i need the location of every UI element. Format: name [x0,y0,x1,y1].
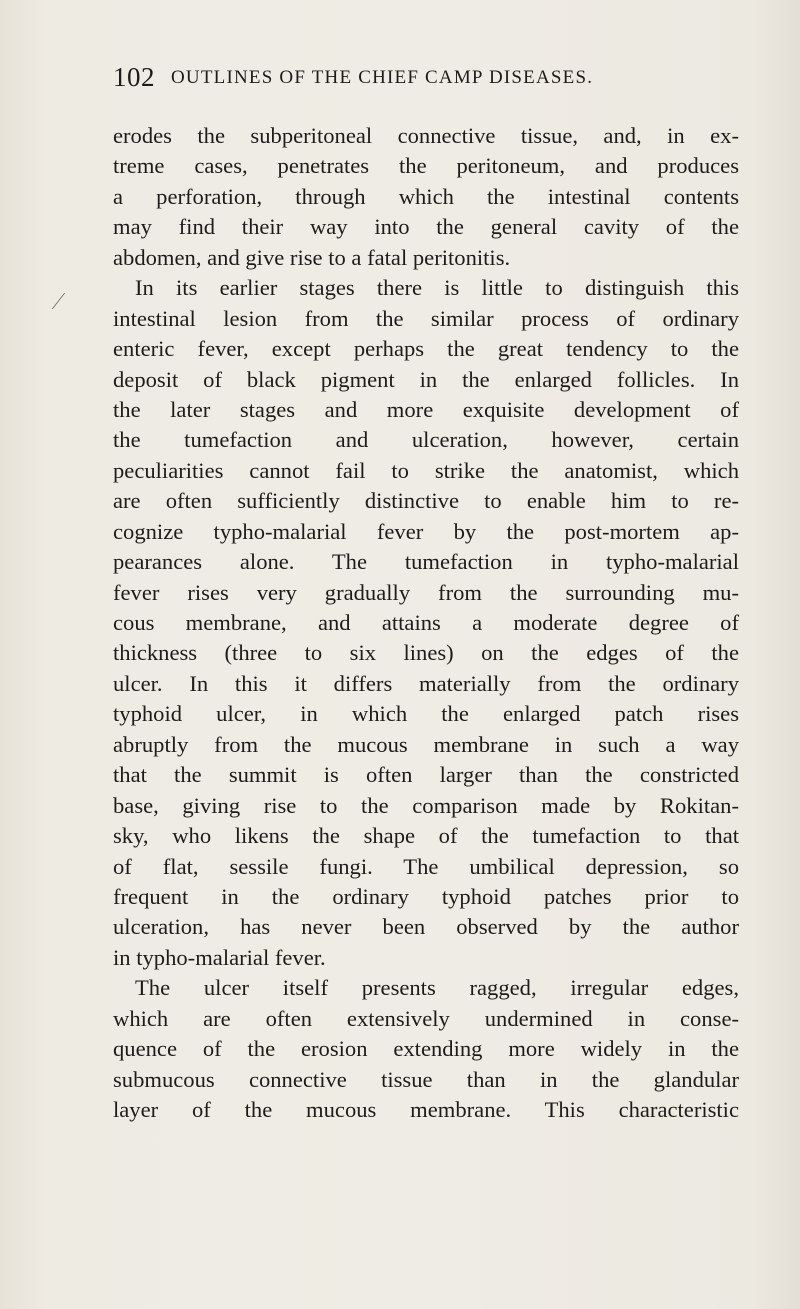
text-line: deposit of black pigment in the enlarged follicles. In [113,366,739,392]
text-line: In its earlier stages there is little to distinguish this [135,275,739,301]
text-line: ulceration, has never been observed by the author [113,914,739,940]
text-line: abdomen, and give rise to a fatal peritonitis. [113,244,511,270]
text-line: pearances alone. The tumefaction in typho-malarial [113,549,739,575]
body-text [113,121,739,1125]
text-line: The ulcer itself presents ragged, irregular edges, [135,975,739,1001]
text-line: may find their way into the general cavity of the [113,214,739,240]
text-line: which are often extensively undermined in conse- [113,1005,739,1031]
text-line: sky, who likens the shape of the tumefaction to that [113,823,739,849]
text-line: of flat, sessile fungi. The umbilical depression, so [113,853,739,879]
text-line: quence of the erosion extending more widely in the [113,1036,739,1062]
text-line: abruptly from the mucous membrane in such a way [113,731,739,757]
text-line: intestinal lesion from the similar process of ordinary [113,305,739,331]
text-line: layer of the mucous membrane. This characteristic [113,1097,739,1122]
text-line: fever rises very gradually from the surrounding mu- [113,579,739,605]
text-line: thickness (three to six lines) on the edges of the [113,640,739,666]
text-line: submucous connective tissue than in the glandular [113,1066,739,1092]
text-line: base, giving rise to the comparison made by Rokitan- [113,792,739,818]
text-line: peculiarities cannot fail to strike the anatomist, which [113,457,739,483]
text-line: in typho-malarial fever. [113,944,326,970]
pencil-mark-icon [52,293,75,309]
text-line: the later stages and more exquisite development of [113,396,739,422]
text-line: erodes the subperitoneal connective tissue, and, in ex- [113,123,739,148]
text-line: are often sufficiently distinctive to enable him to re- [113,488,739,514]
text-line: a perforation, through which the intestinal contents [113,183,739,209]
page-header [113,62,713,92]
text-line: cognize typho-malarial fever by the post-mortem ap- [113,518,739,544]
text-line: treme cases, penetrates the peritoneum, and produces [113,153,739,179]
running-head: OUTLINES OF THE CHIEF CAMP DISEASES. [171,67,594,88]
text-line: that the summit is often larger than the constricted [113,762,739,788]
text-line: frequent in the ordinary typhoid patches prior to [113,883,739,909]
text-line: typhoid ulcer, in which the enlarged patch rises [113,701,739,727]
text-line: the tumefaction and ulceration, however, certain [113,427,739,453]
text-line: ulcer. In this it differs materially from the ordinary [113,670,739,696]
text-line: cous membrane, and attains a moderate degree of [113,610,739,635]
page-number: 102 [113,62,155,92]
text-line: enteric fever, except perhaps the great tendency to the [113,336,739,362]
